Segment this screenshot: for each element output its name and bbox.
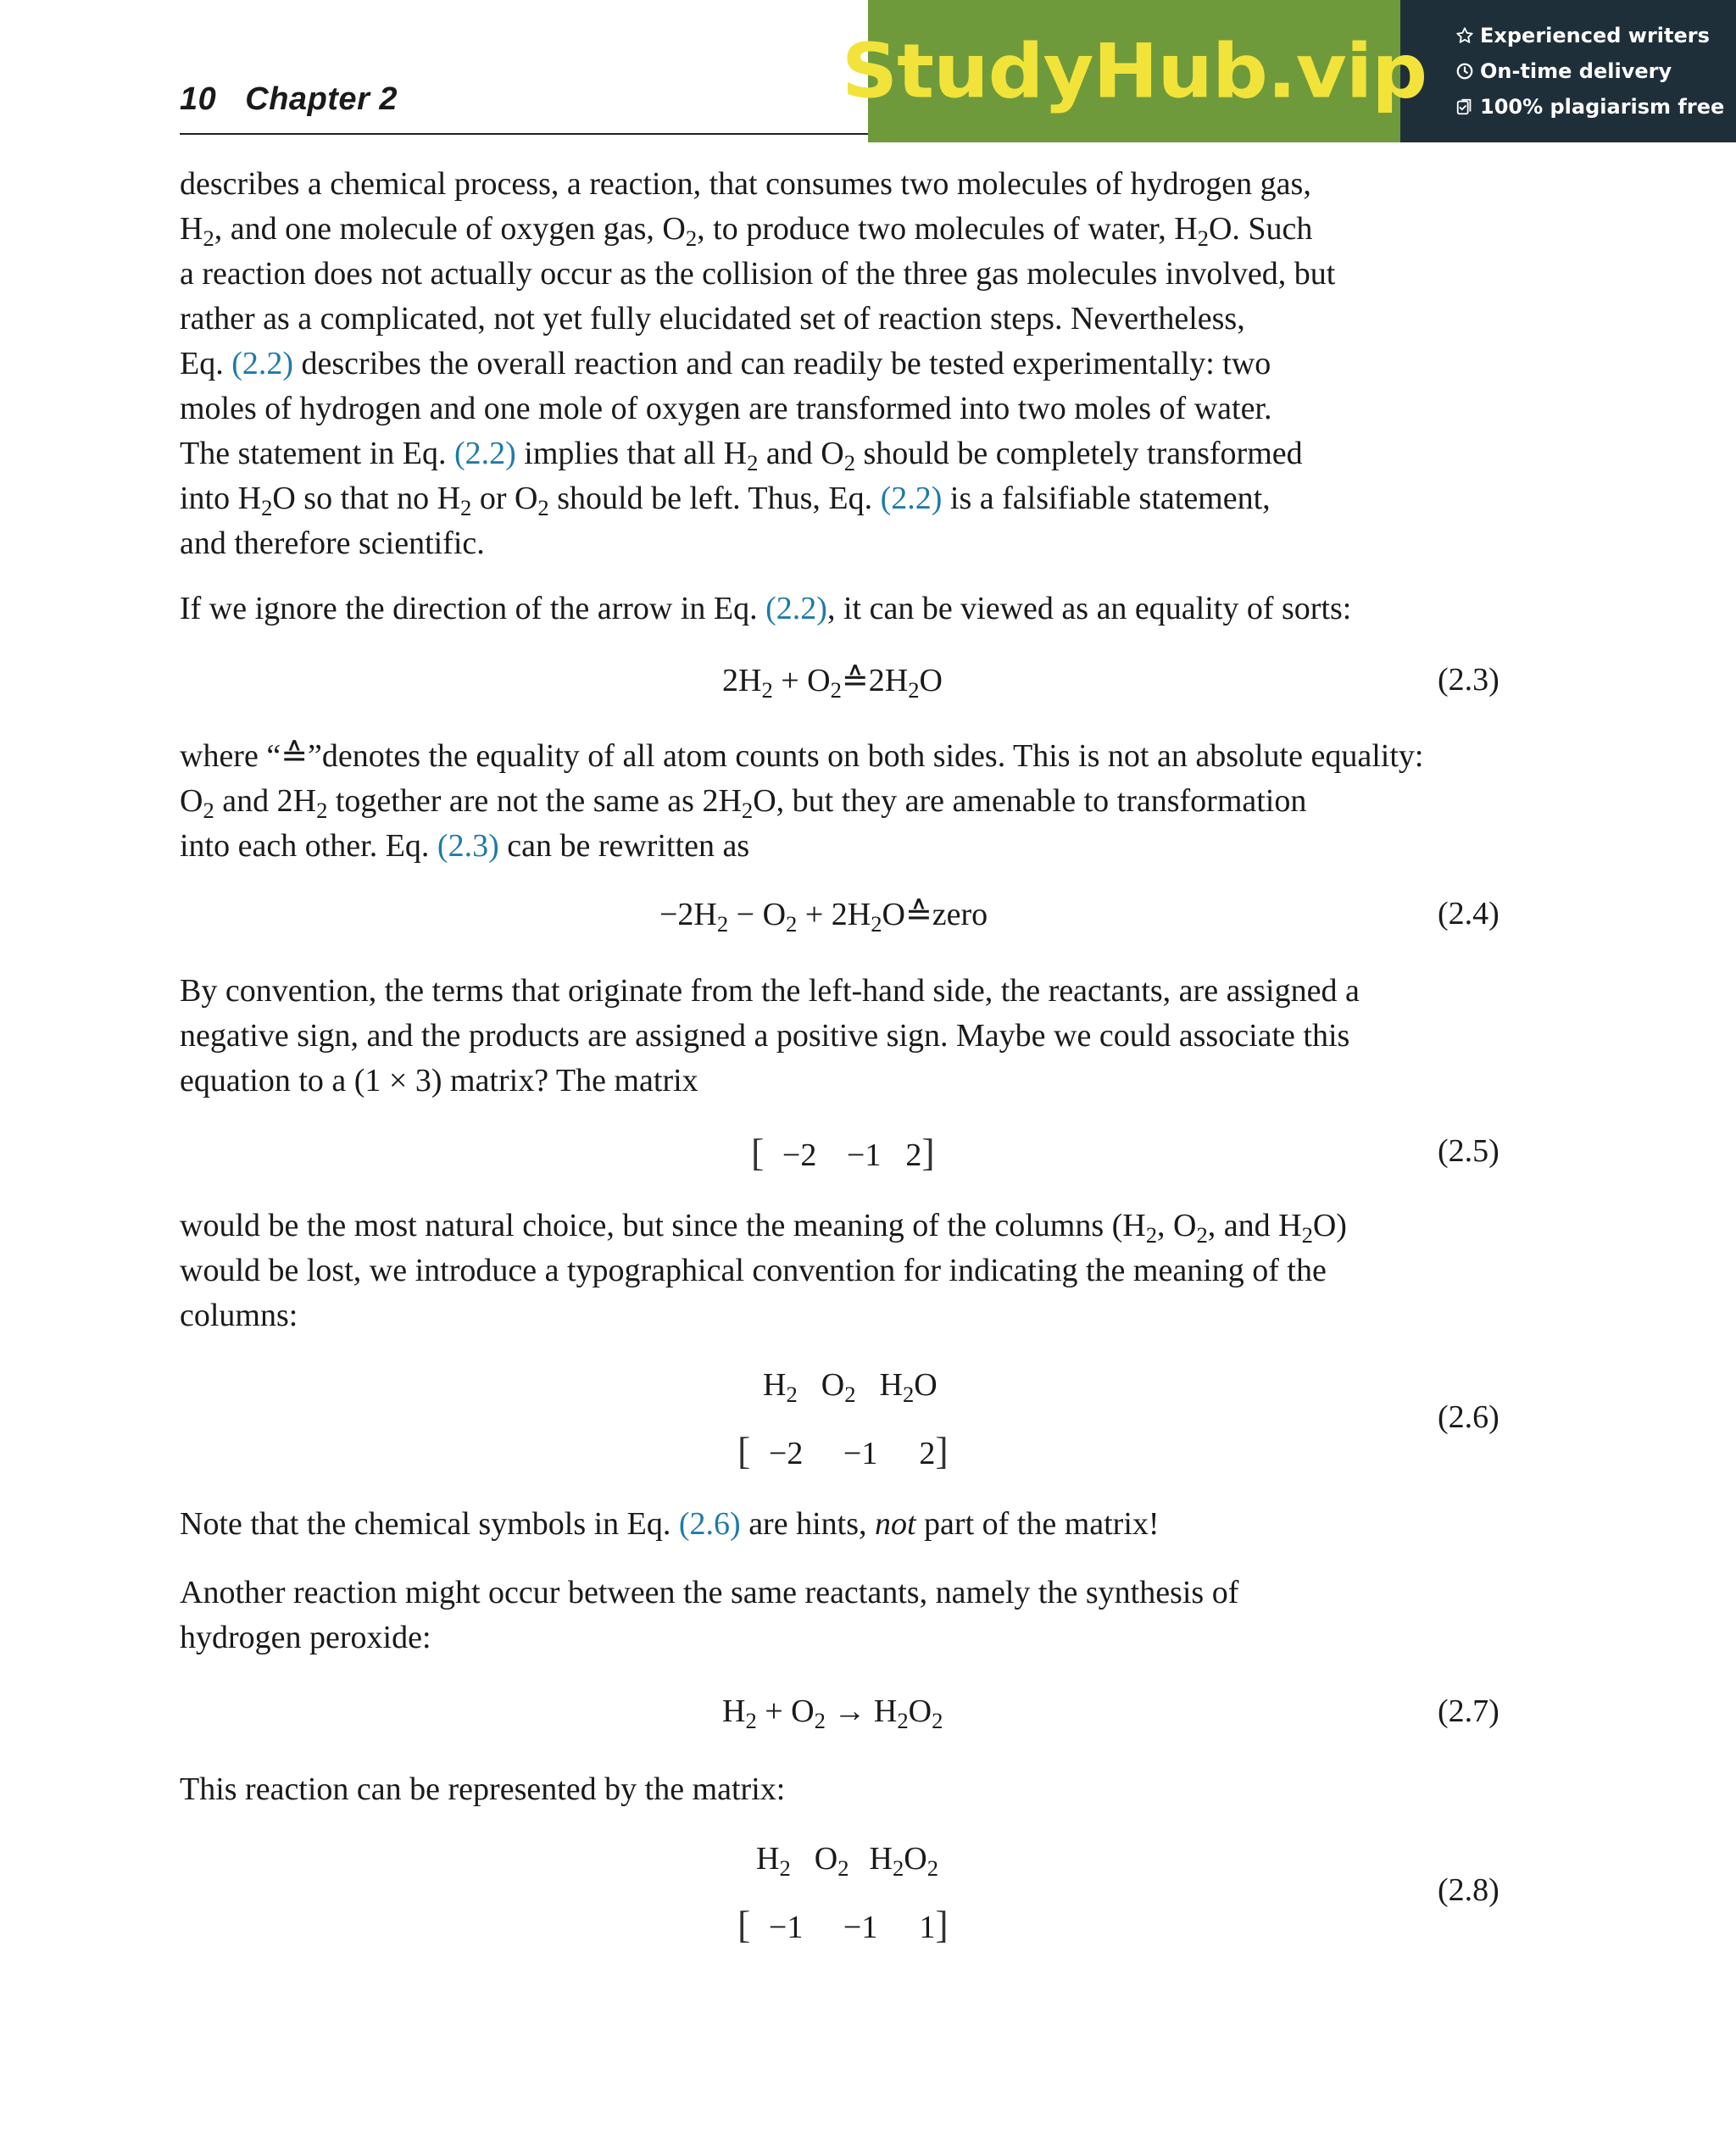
equation-2-3: $2H_2$ + $O_2≙2H_2O$ — [722, 663, 943, 703]
body-paragraph — [180, 162, 1519, 566]
equation-number: (2.5) — [1438, 1133, 1500, 1169]
equation-2-7: $H_2 + O_2 \to H_2O_2$ — [722, 1693, 943, 1733]
matrix-cell: −1 — [768, 1910, 804, 1945]
matrix-cell: −1 — [843, 1910, 878, 1945]
right-bracket: ] — [921, 1131, 935, 1174]
body-paragraph — [180, 1571, 1519, 1660]
matrix-column-headers: $H_2$ $O_2$ $H_2O$ — [763, 1367, 938, 1407]
text-line: and therefore scientific. — [180, 526, 485, 561]
equation-number: (2.6) — [1438, 1399, 1500, 1435]
matrix-2-8 — [737, 1902, 949, 1947]
equation-2-4: $-2H_2 - O_2$ + $2H_2O≙zero$ — [659, 897, 988, 937]
text-line: The statement in Eq. (2.2) implies that all $H_2$ and $O_2$ should be completely transformed — [180, 436, 1303, 475]
text-line: rather as a complicated, not yet fully elucidated set of reaction steps. Nevertheless, — [180, 301, 1245, 336]
right-bracket: ] — [935, 1429, 949, 1472]
banner-feature-label: Experienced writers — [1480, 24, 1710, 47]
left-bracket: [ — [737, 1903, 751, 1946]
right-bracket: ] — [935, 1903, 949, 1946]
equation-reference-link[interactable]: (2.2) — [231, 346, 294, 381]
equation-reference-link[interactable]: (2.2) — [453, 436, 516, 471]
left-bracket: [ — [751, 1131, 765, 1174]
banner-logo: StudyHub.vip — [841, 27, 1427, 115]
banner-features — [1400, 0, 1736, 142]
text-line: equation to a (1 × 3) matrix? The matrix — [180, 1063, 698, 1098]
text-line: Note that the chemical symbols in Eq. (2.6) are hints, not part of the matrix! — [180, 1506, 1160, 1542]
banner-feature-label: 100% plagiarism free — [1480, 95, 1725, 119]
banner-logo-panel — [841, 0, 1427, 142]
text-line: This reaction can be represented by the matrix: — [180, 1771, 786, 1807]
text-line: columns: — [180, 1298, 298, 1333]
matrix-cell: 2 — [919, 1436, 936, 1471]
equation-reference-link[interactable]: (2.6) — [678, 1506, 741, 1542]
text-line: Another reaction might occur between the same reactants, namely the synthesis of — [180, 1575, 1239, 1610]
text-line: would be lost, we introduce a typographical convention for indicating the meaning of the — [180, 1253, 1327, 1288]
equation-reference-link[interactable]: (2.2) — [765, 591, 827, 626]
clock-icon — [1455, 61, 1475, 81]
matrix-cell: −1 — [843, 1436, 878, 1471]
text-line: Eq. (2.2) describes the overall reaction and can readily be tested experimentally: two — [180, 346, 1271, 381]
matrix-cell: −2 — [768, 1436, 804, 1471]
matrix-2-6 — [737, 1428, 949, 1473]
text-line: negative sign, and the products are assigned a positive sign. Maybe we could associate this — [180, 1018, 1350, 1054]
text-line: would be the most natural choice, but since the meaning of the columns ($H_2$, $O_2$, and $H_2O$) — [180, 1208, 1347, 1248]
text-line: hydrogen peroxide: — [180, 1620, 431, 1655]
left-bracket: [ — [737, 1429, 751, 1472]
matrix-column-headers: $H_2$ $O_2$ $H_2O_2$ — [756, 1841, 938, 1881]
matrix-cell: −1 — [846, 1137, 882, 1173]
banner-feature — [1455, 92, 1736, 121]
text-line: By convention, the terms that originate from the left-hand side, the reactants, are assigned a — [180, 973, 1360, 1009]
matrix-cell: 1 — [919, 1910, 936, 1945]
equation-number: (2.7) — [1438, 1693, 1500, 1729]
text-line: into each other. Eq. (2.3) can be rewritten as — [180, 828, 750, 864]
banner-feature — [1455, 21, 1736, 50]
text-line: $H_2$, and one molecule of oxygen gas, $O_2$, to produce two molecules of water, $H_2O$. Such — [180, 211, 1313, 251]
text-line: describes a chemical process, a reaction, that consumes two molecules of hydrogen gas, — [180, 166, 1311, 202]
text-line: moles of hydrogen and one mole of oxygen are transformed into two moles of water. — [180, 391, 1272, 426]
banner-feature-label: On-time delivery — [1480, 59, 1672, 83]
banner-feature — [1455, 57, 1736, 86]
body-paragraph — [180, 1767, 1519, 1812]
text-line: where “≙”denotes the equality of all atom counts on both sides. This is not an absolute equality: — [180, 738, 1424, 774]
matrix-cell: −2 — [782, 1137, 817, 1173]
equation-reference-link[interactable]: (2.3) — [437, 828, 499, 864]
matrix-2-5 — [751, 1130, 935, 1175]
text-line: $O_2$ and $2H_2$ together are not the same as $2H_2O$, but they are amenable to transformation — [180, 783, 1307, 823]
body-paragraph — [180, 1204, 1519, 1338]
equation-reference-link[interactable]: (2.2) — [880, 481, 943, 516]
document-check-icon — [1455, 97, 1475, 117]
equation-number: (2.3) — [1438, 662, 1500, 698]
chapter-title: Chapter 2 — [245, 81, 398, 117]
matrix-cell: 2 — [905, 1137, 922, 1173]
page-number: 10 — [180, 81, 217, 117]
body-paragraph — [180, 969, 1519, 1104]
equation-number: (2.8) — [1438, 1872, 1500, 1908]
running-header — [180, 81, 398, 118]
text-line: If we ignore the direction of the arrow in Eq. (2.2), it can be viewed as an equality of sorts: — [180, 591, 1352, 626]
body-paragraph — [180, 734, 1519, 869]
star-icon — [1455, 25, 1475, 46]
text-line: into $H_2O$ so that no $H_2$ or $O_2$ should be left. Thus, Eq. (2.2) is a falsifiable statement, — [180, 481, 1271, 520]
body-paragraph — [180, 1502, 1519, 1547]
body-paragraph — [180, 587, 1519, 631]
equation-number: (2.4) — [1438, 896, 1500, 931]
studyhub-banner[interactable] — [841, 0, 1736, 142]
text-line: a reaction does not actually occur as the collision of the three gas molecules involved, but — [180, 256, 1336, 292]
